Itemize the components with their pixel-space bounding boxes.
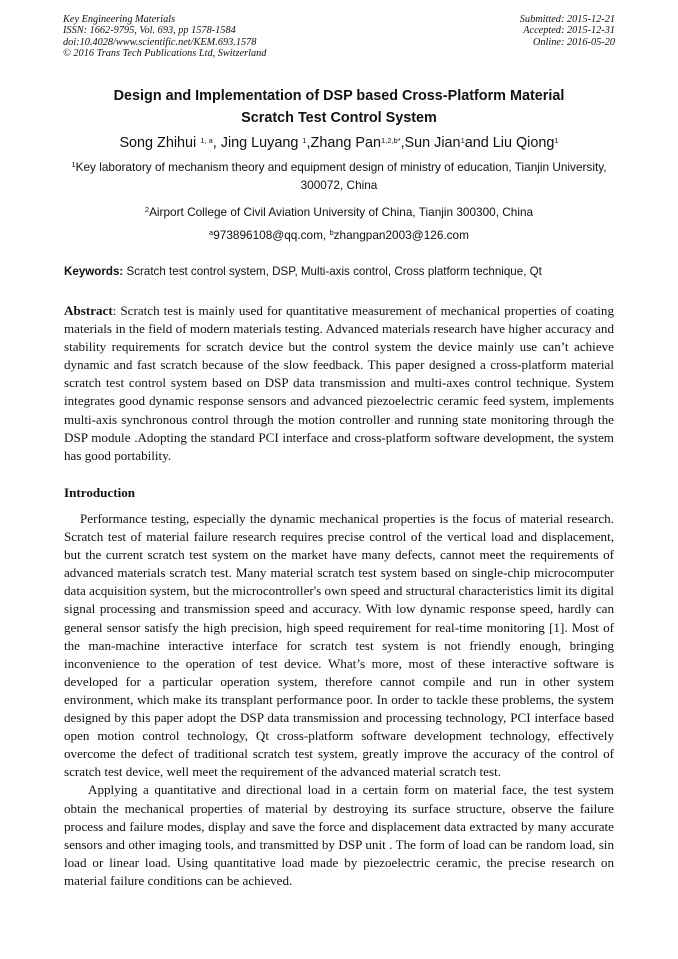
accepted-date: Accepted: 2015-12-31 [523, 25, 615, 37]
title-line-2: Scratch Test Control System [241, 110, 437, 126]
author-affiliation-mark: 1 [554, 136, 559, 145]
author-name: ,Zhang Pan [306, 135, 381, 151]
email-address[interactable]: 973896108@qq.com, [213, 228, 330, 242]
email-address[interactable]: zhangpan2003@126.com [333, 228, 469, 242]
keywords-label: Keywords: [64, 265, 124, 278]
abstract-label: Abstract [64, 303, 113, 318]
author-name: , Jing Luyang [212, 135, 303, 151]
author-affiliation-mark: 1, a [200, 136, 213, 145]
affiliation-1 [70, 158, 608, 194]
submitted-date: Submitted: 2015-12-21 [519, 14, 615, 25]
author-affiliation-mark: 1 [302, 136, 307, 145]
journal-header-right [520, 14, 615, 48]
journal-issn: ISSN: 1662-9795, Vol. 693, pp 1578-1584 [63, 25, 236, 37]
affiliation-mark: 2 [144, 205, 150, 214]
introduction-paragraph-1: Performance testing, especially the dynamic mechanical properties is the focus of material research. Scratch test of material failure research requires precise control of the vertical load and displacement, but the current scratch test system on the market have many defects, cannot meet the requirements of advanced materials scratch test. Many material scratch test system based on single-chip microcomputer data acquisition system, but the microcontroller's own speed and structural characteristics limit its digital signal processing and transmission speed and accuracy. With low dynamic response speed, hardly can general sensor satisfy the high precision, high speed requirement for real-time monitoring [1]. Most of the man-machine interactive interface for scratch test system is not friendly enough, bringing inconvenience to the operation of test device. What’s more, most of these interactive software is developed for a particular operation system, therefore cannot compile and run in other system environment, which make its transplant performance poor. In order to tackle these problems, the system designed by this paper adopt the DSP data transmission and processing technology, PCI interface based open motion control technology, Qt cross-platform software development technology, effectively overcome the defect of traditional scratch test system, greatly improve the accuracy of the control of scratch test device, well meet the requirement of the advanced material scratch test. [64, 511, 614, 780]
keywords-text: Scratch test control system, DSP, Multi-axis control, Cross platform technique, Qt [123, 265, 542, 278]
abstract-text: : Scratch test is mainly used for quantitative measurement of mechanical properties of coating materials in the field of modern materials testing. Advanced materials research have higher accuracy and stability requirements for scratch device but the control system the device mainly use can’t achieve dynamic and fast scratch because of the slow feedback. This paper designed a cross-platform material scratch test control system based on DSP data transmission and multi-axes control technique. System integrates good dynamic response sensors and advanced piezoelectric ceramic feed system, implements multi-axis synchronous control through the motion controller and running state monitoring through the DSP module .Adopting the standard PCI interface and cross-platform software development, the system has good portability. [64, 303, 614, 463]
affiliation-text: Key laboratory of mechanism theory and equipment design of ministry of education, Tianjin University, 300072, China [75, 160, 607, 192]
abstract [64, 302, 614, 465]
journal-name: Key Engineering Materials [63, 14, 176, 25]
author-list [30, 134, 648, 152]
online-date: Online: 2016-05-20 [532, 36, 615, 48]
email-mark: b [329, 228, 334, 237]
author-name: and Liu Qiong [464, 135, 555, 151]
author-affiliation-mark: 1 [460, 136, 465, 145]
author-name: Song Zhihui [119, 135, 201, 151]
affiliation-text: Airport College of Civil Aviation University of China, Tianjin 300300, China [149, 205, 534, 219]
journal-header-left [63, 14, 266, 59]
keywords [64, 264, 614, 280]
title-line-1: Design and Implementation of DSP based Cross-Platform Material [113, 88, 565, 104]
introduction-paragraph-2: Applying a quantitative and directional load in a certain form on material face, the test system obtain the mechanical properties of material by destroying its surface structure, observe the failure process and failure modes, display and save the force and displacement data extracted by many accurate sensors and other imaging tools, and transmitted by DSP unit . The form of load can be random load, sin load or linear load. Using quantitative load made by piezoelectric ceramic, the precise research on material failure conditions can be achieved. [64, 782, 614, 888]
introduction-heading: Introduction [64, 485, 136, 500]
affiliation-2 [70, 203, 608, 221]
journal-copyright: © 2016 Trans Tech Publications Ltd, Switzerland [63, 47, 267, 59]
email-mark: a [209, 228, 214, 237]
journal-doi: doi:10.4028/www.scientific.net/KEM.693.1578 [63, 36, 257, 48]
author-emails [70, 226, 608, 244]
affiliation-mark: 1 [71, 160, 76, 169]
author-name: ,Sun Jian [400, 135, 461, 151]
paper-title [40, 85, 638, 129]
introduction-body [64, 510, 614, 890]
author-affiliation-mark: 1,2,b* [380, 136, 401, 145]
